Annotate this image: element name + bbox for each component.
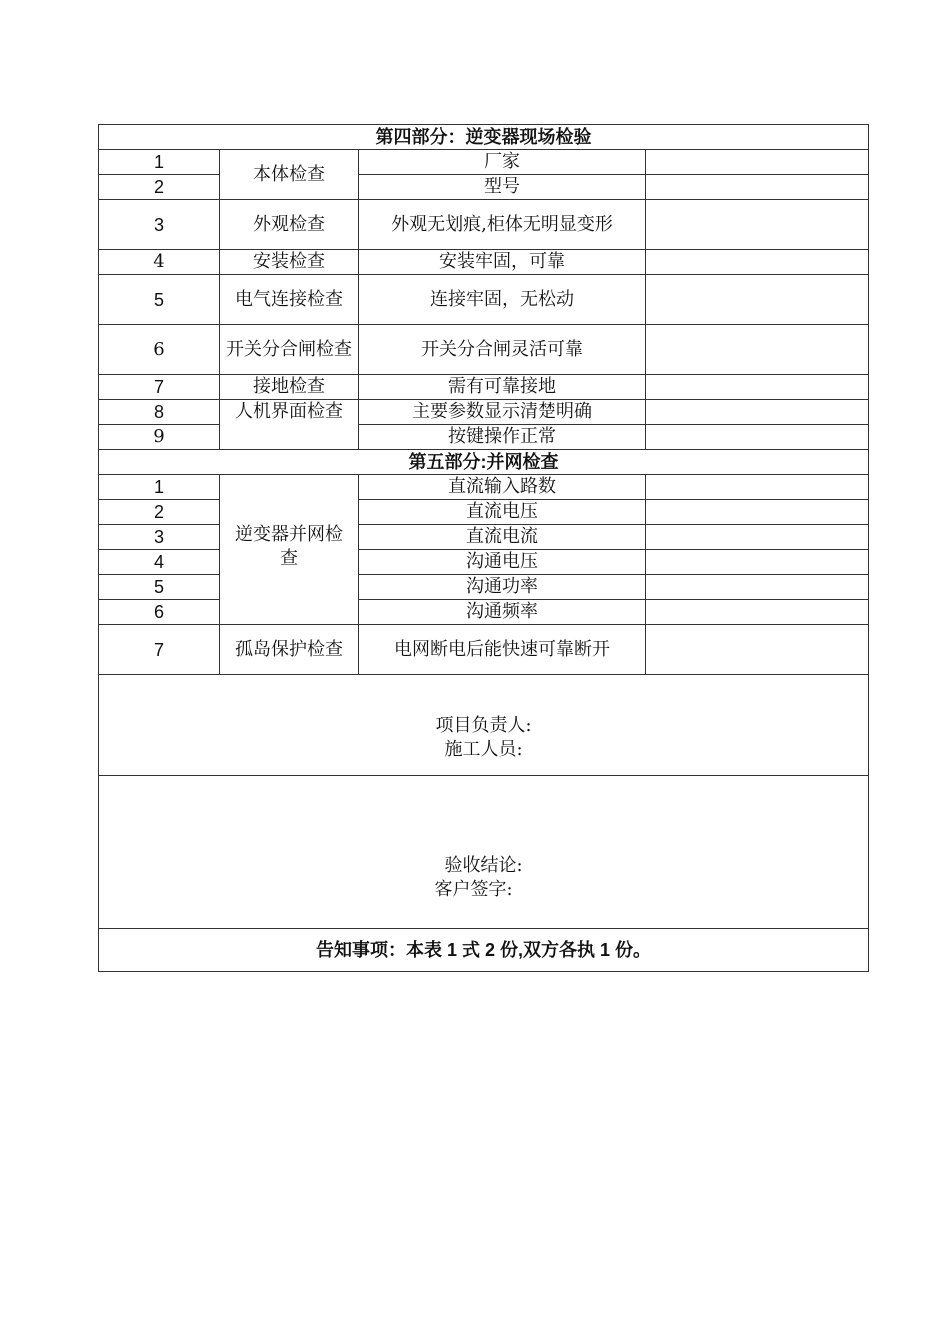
personnel-row (99, 675, 869, 776)
result-cell[interactable] (646, 325, 869, 375)
check-content: 连接牢固，无松动 (359, 275, 646, 325)
check-item: 逆变器并网检查 (220, 475, 359, 625)
result-cell[interactable] (646, 425, 869, 450)
row-number: 6 (99, 325, 220, 375)
check-content: 安装牢固，可靠 (359, 250, 646, 275)
result-cell[interactable] (646, 400, 869, 425)
check-content: 按键操作正常 (359, 425, 646, 450)
table-row (99, 425, 869, 450)
row-number: 3 (99, 525, 220, 550)
acceptance-conclusion-label: 验收结论: (444, 854, 523, 876)
check-content: 直流电流 (359, 525, 646, 550)
section4-header-row (99, 125, 869, 150)
table-row (99, 250, 869, 275)
check-item: 孤岛保护检查 (220, 625, 359, 675)
table-row (99, 500, 869, 525)
check-item: 安装检查 (220, 250, 359, 275)
table-row (99, 375, 869, 400)
check-content: 沟通电压 (359, 550, 646, 575)
result-cell[interactable] (646, 175, 869, 200)
row-number: 7 (99, 375, 220, 400)
check-item: 开关分合闸检查 (220, 325, 359, 375)
check-content: 直流电压 (359, 500, 646, 525)
row-number: 1 (99, 475, 220, 500)
check-item: 人机界面检查 (220, 400, 359, 450)
result-cell[interactable] (646, 150, 869, 175)
result-cell[interactable] (646, 600, 869, 625)
table-row (99, 600, 869, 625)
result-cell[interactable] (646, 550, 869, 575)
acceptance-block[interactable] (99, 776, 869, 929)
result-cell[interactable] (646, 500, 869, 525)
result-cell[interactable] (646, 475, 869, 500)
check-content: 沟通频率 (359, 600, 646, 625)
customer-signature-label: 客户签字: (434, 878, 513, 900)
table-row (99, 200, 869, 250)
check-item: 接地检查 (220, 375, 359, 400)
check-content: 沟通功率 (359, 575, 646, 600)
result-cell[interactable] (646, 275, 869, 325)
result-cell[interactable] (646, 250, 869, 275)
row-number: 7 (99, 625, 220, 675)
check-item: 电气连接检查 (220, 275, 359, 325)
section5-title: 第五部分:并网检查 (99, 450, 869, 475)
table-row (99, 475, 869, 500)
acceptance-row (99, 776, 869, 929)
row-number: 3 (99, 200, 220, 250)
table-row (99, 575, 869, 600)
check-content: 需有可靠接地 (359, 375, 646, 400)
personnel-block[interactable] (99, 675, 869, 776)
row-number: 5 (99, 575, 220, 600)
check-content: 型号 (359, 175, 646, 200)
table-row (99, 175, 869, 200)
table-row (99, 625, 869, 675)
row-number: 8 (99, 400, 220, 425)
inspection-form-table (98, 124, 869, 972)
row-number: 4 (99, 250, 220, 275)
table-row (99, 525, 869, 550)
result-cell[interactable] (646, 375, 869, 400)
row-number: 9 (99, 425, 220, 450)
table-row (99, 325, 869, 375)
project-manager-label: 项目负责人: (435, 715, 532, 736)
notice-row (99, 929, 869, 972)
section5-header-row (99, 450, 869, 475)
check-item: 本体检查 (220, 150, 359, 200)
row-number: 6 (99, 600, 220, 625)
row-number: 4 (99, 550, 220, 575)
result-cell[interactable] (646, 525, 869, 550)
table-row (99, 150, 869, 175)
check-content: 厂家 (359, 150, 646, 175)
check-content: 电网断电后能快速可靠断开 (359, 625, 646, 675)
table-row (99, 400, 869, 425)
row-number: 2 (99, 500, 220, 525)
row-number: 1 (99, 150, 220, 175)
construction-staff-label: 施工人员: (444, 739, 523, 760)
section4-title: 第四部分：逆变器现场检验 (99, 125, 869, 150)
check-content: 外观无划痕,柜体无明显变形 (359, 200, 646, 250)
check-content: 开关分合闸灵活可靠 (359, 325, 646, 375)
check-content: 直流输入路数 (359, 475, 646, 500)
row-number: 2 (99, 175, 220, 200)
result-cell[interactable] (646, 575, 869, 600)
table-row (99, 275, 869, 325)
check-content: 主要参数显示清楚明确 (359, 400, 646, 425)
result-cell[interactable] (646, 200, 869, 250)
table-row (99, 550, 869, 575)
notice-text: 告知事项：本表 1 式 2 份,双方各执 1 份。 (99, 929, 869, 972)
row-number: 5 (99, 275, 220, 325)
check-item: 外观检查 (220, 200, 359, 250)
result-cell[interactable] (646, 625, 869, 675)
